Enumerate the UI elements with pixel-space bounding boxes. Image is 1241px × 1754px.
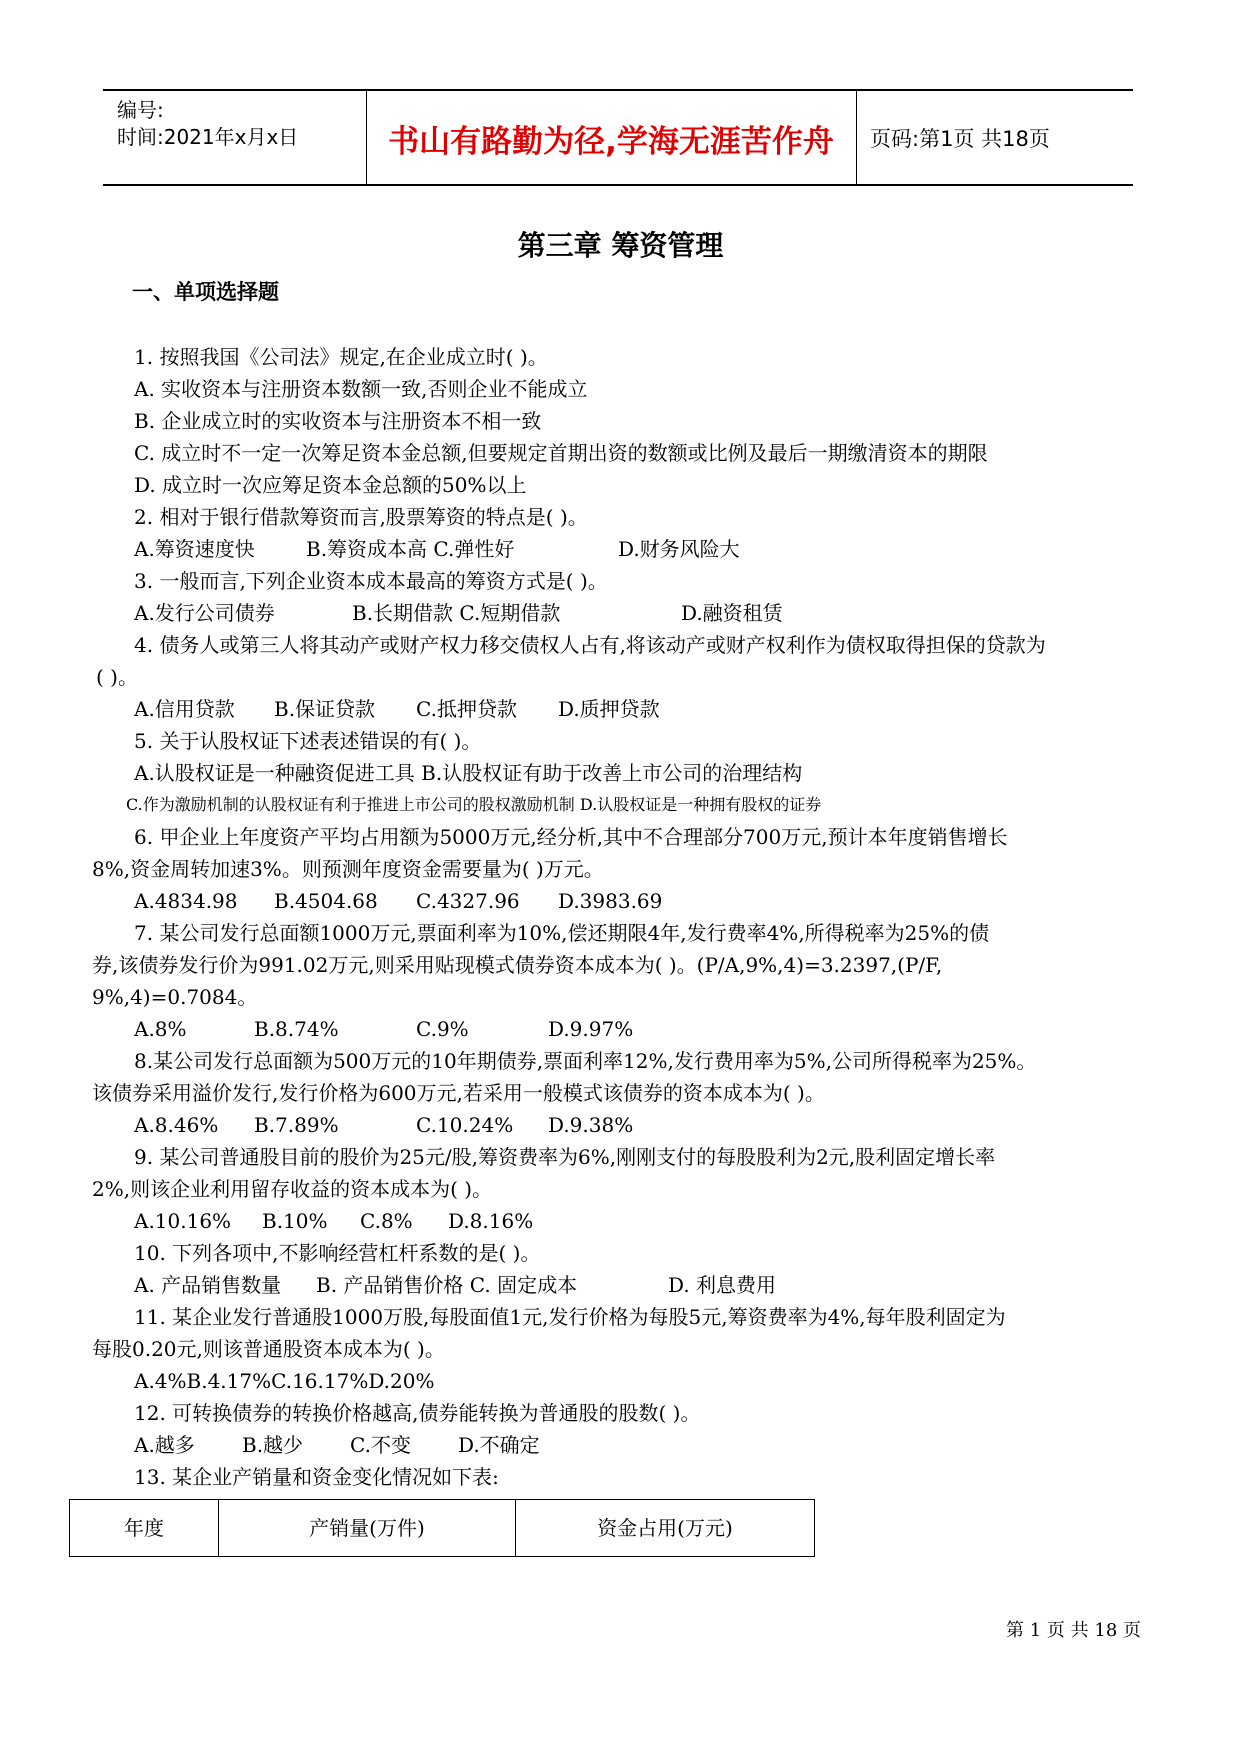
header-page-cell bbox=[856, 91, 1133, 184]
q12-options bbox=[134, 1432, 834, 1458]
q3-options bbox=[134, 600, 834, 626]
header-info-cell bbox=[103, 91, 367, 184]
q9-option-c: C.8% bbox=[360, 1209, 413, 1233]
q10-option-d: D. 利息费用 bbox=[668, 1273, 777, 1297]
q2-option-a: A.筹资速度快 bbox=[134, 537, 255, 561]
q9-option-a: A.10.16% bbox=[134, 1209, 232, 1233]
page-header bbox=[103, 89, 1133, 186]
q8-option-d: D.9.38% bbox=[548, 1113, 634, 1137]
question-6-line-2: 8%,资金周转加速3%。则预测年度资金需要量为( )万元。 bbox=[92, 857, 604, 881]
q1-option-d: D. 成立时一次应筹足资本金总额的50%以上 bbox=[134, 473, 527, 497]
q1-option-c: C. 成立时不一定一次筹足资本金总额,但要规定首期出资的数额或比例及最后一期缴清资本的期限 bbox=[134, 441, 988, 465]
q6-option-b: B.4504.68 bbox=[274, 889, 378, 913]
table-header-volume: 产销量(万件) bbox=[219, 1500, 516, 1556]
q5-options-ab: A.认股权证是一种融资促进工具 B.认股权证有助于改善上市公司的治理结构 bbox=[134, 761, 803, 785]
q7-option-c: C.9% bbox=[416, 1017, 469, 1041]
q9-option-b: B.10% bbox=[262, 1209, 328, 1233]
question-11-line-1: 11. 某企业发行普通股1000万股,每股面值1元,发行价格为每股5元,筹资费率为4%,每年股利固定为 bbox=[134, 1305, 1006, 1329]
q3-option-a: A.发行公司债券 bbox=[134, 601, 275, 625]
q7-option-d: D.9.97% bbox=[548, 1017, 634, 1041]
table-header-capital: 资金占用(万元) bbox=[597, 1516, 733, 1540]
q3-option-d: D.融资租赁 bbox=[681, 601, 783, 625]
q12-option-d: D.不确定 bbox=[458, 1433, 540, 1457]
q4-option-c: C.抵押贷款 bbox=[416, 697, 517, 721]
question-2: 2. 相对于银行借款筹资而言,股票筹资的特点是( )。 bbox=[134, 505, 588, 529]
question-9-line-2: 2%,则该企业利用留存收益的资本成本为( )。 bbox=[92, 1177, 493, 1201]
production-capital-table bbox=[69, 1499, 815, 1557]
q4-option-b: B.保证贷款 bbox=[274, 697, 376, 721]
q10-option-a: A. 产品销售数量 bbox=[134, 1273, 282, 1297]
q8-option-a: A.8.46% bbox=[134, 1113, 219, 1137]
header-motto: 书山有路勤为径,学海无涯苦作舟 bbox=[388, 124, 834, 160]
question-6-line-1: 6. 甲企业上年度资产平均占用额为5000万元,经分析,其中不合理部分700万元,预计本年度销售增长 bbox=[134, 825, 1008, 849]
q12-option-a: A.越多 bbox=[134, 1433, 195, 1457]
q1-option-a: A. 实收资本与注册资本数额一致,否则企业不能成立 bbox=[134, 377, 588, 401]
q11-options: A.4%B.4.17%C.16.17%D.20% bbox=[134, 1369, 435, 1393]
q6-options bbox=[134, 888, 834, 914]
question-10: 10. 下列各项中,不影响经营杠杆系数的是( )。 bbox=[134, 1241, 541, 1265]
q4-options bbox=[134, 696, 834, 722]
q6-option-c: C.4327.96 bbox=[416, 889, 520, 913]
q2-option-d: D.财务风险大 bbox=[618, 537, 740, 561]
header-page-code: 页码:第1页 共18页 bbox=[870, 127, 1050, 151]
q4-option-a: A.信用贷款 bbox=[134, 697, 235, 721]
table-header-year: 年度 bbox=[70, 1500, 219, 1556]
q8-option-c: C.10.24% bbox=[416, 1113, 514, 1137]
question-7-line-3: 9%,4)=0.7084。 bbox=[92, 985, 258, 1009]
q7-option-a: A.8% bbox=[134, 1017, 187, 1041]
question-5: 5. 关于认股权证下述表述错误的有( )。 bbox=[134, 729, 482, 753]
question-12: 12. 可转换债券的转换价格越高,债券能转换为普通股的股数( )。 bbox=[134, 1401, 701, 1425]
chapter-title: 第三章 筹资管理 bbox=[517, 229, 724, 262]
q12-option-b: B.越少 bbox=[242, 1433, 304, 1457]
q10-option-bc: B. 产品销售价格 C. 固定成本 bbox=[316, 1273, 578, 1297]
question-7-line-2: 券,该债券发行价为991.02万元,则采用贴现模式债券资本成本为( )。(P/A,9%,4)=3.2397,(P/F, bbox=[92, 953, 943, 977]
q4-option-d: D.质押贷款 bbox=[558, 697, 660, 721]
q2-option-bc: B.筹资成本高 C.弹性好 bbox=[306, 537, 515, 561]
question-1: 1. 按照我国《公司法》规定,在企业成立时( )。 bbox=[134, 345, 548, 369]
question-4-line-1: 4. 债务人或第三人将其动产或财产权力移交债权人占有,将该动产或财产权利作为债权取得担保的贷款为 bbox=[134, 633, 1046, 657]
section-title: 一、单项选择题 bbox=[132, 280, 279, 304]
q7-option-b: B.8.74% bbox=[254, 1017, 339, 1041]
q3-option-bc: B.长期借款 C.短期借款 bbox=[352, 601, 561, 625]
doc-time-label: 时间:2021年x月x日 bbox=[117, 125, 299, 149]
question-8-line-1: 8.某公司发行总面额为500万元的10年期债券,票面利率12%,发行费用率为5%,公司所得税率为25%。 bbox=[134, 1049, 1037, 1073]
q10-options bbox=[134, 1272, 834, 1298]
q2-options bbox=[134, 536, 834, 562]
q6-option-a: A.4834.98 bbox=[134, 889, 238, 913]
q7-options bbox=[134, 1016, 834, 1042]
q9-options bbox=[134, 1208, 834, 1234]
question-13: 13. 某企业产销量和资金变化情况如下表: bbox=[134, 1465, 499, 1489]
q9-option-d: D.8.16% bbox=[448, 1209, 534, 1233]
header-motto-cell bbox=[366, 91, 857, 184]
q8-options bbox=[134, 1112, 834, 1138]
doc-number-label: 编号: bbox=[117, 98, 164, 122]
q5-options-cd: C.作为激励机制的认股权证有利于推进上市公司的股权激励机制 D.认股权证是一种拥有股权的证券 bbox=[126, 795, 822, 814]
q6-option-d: D.3983.69 bbox=[558, 889, 663, 913]
question-7-line-1: 7. 某公司发行总面额1000万元,票面利率为10%,偿还期限4年,发行费率4%,所得税率为25%的债 bbox=[134, 921, 990, 945]
question-3: 3. 一般而言,下列企业资本成本最高的筹资方式是( )。 bbox=[134, 569, 608, 593]
question-4-line-2: ( )。 bbox=[96, 665, 138, 689]
q1-option-b: B. 企业成立时的实收资本与注册资本不相一致 bbox=[134, 409, 542, 433]
question-9-line-1: 9. 某公司普通股目前的股价为25元/股,筹资费率为6%,刚刚支付的每股股利为2元,股利固定增长率 bbox=[134, 1145, 996, 1169]
question-11-line-2: 每股0.20元,则该普通股资本成本为( )。 bbox=[92, 1337, 445, 1361]
q12-option-c: C.不变 bbox=[350, 1433, 411, 1457]
q8-option-b: B.7.89% bbox=[254, 1113, 339, 1137]
question-8-line-2: 该债券采用溢价发行,发行价格为600万元,若采用一般模式该债券的资本成本为( )。 bbox=[92, 1081, 825, 1105]
page-footer: 第 1 页 共 18 页 bbox=[1006, 1620, 1141, 1641]
